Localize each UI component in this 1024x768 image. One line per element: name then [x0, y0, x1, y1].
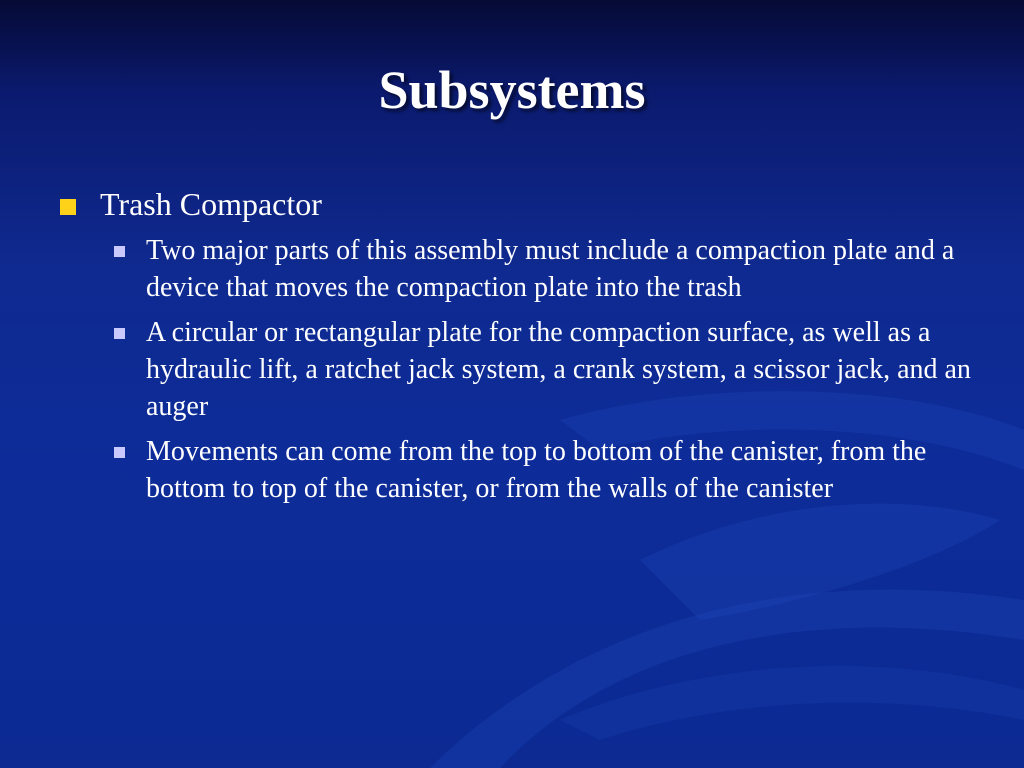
sub-bullet-list	[114, 232, 980, 507]
square-bullet-icon	[114, 447, 125, 458]
list-item-text: Movements can come from the top to bottom of the canister, from the bottom to top of the canister, or from the walls of the canister	[146, 436, 927, 504]
square-bullet-icon	[114, 246, 125, 257]
bullet-trash-compactor	[60, 182, 980, 226]
slide-title: Subsystems	[378, 60, 646, 120]
list-item	[114, 314, 980, 425]
slide-content	[60, 182, 980, 515]
list-item-text: Two major parts of this assembly must include a compaction plate and a device that moves the compaction plate into the trash	[146, 235, 955, 303]
bullet-label: Trash Compactor	[100, 186, 322, 222]
list-item	[114, 232, 980, 306]
square-bullet-icon	[114, 328, 125, 339]
square-bullet-icon	[60, 199, 76, 215]
list-item	[114, 433, 980, 507]
list-item-text: A circular or rectangular plate for the compaction surface, as well as a hydraulic lift, a ratchet jack system, a crank system, a scissor jack, and an auger	[146, 317, 971, 422]
